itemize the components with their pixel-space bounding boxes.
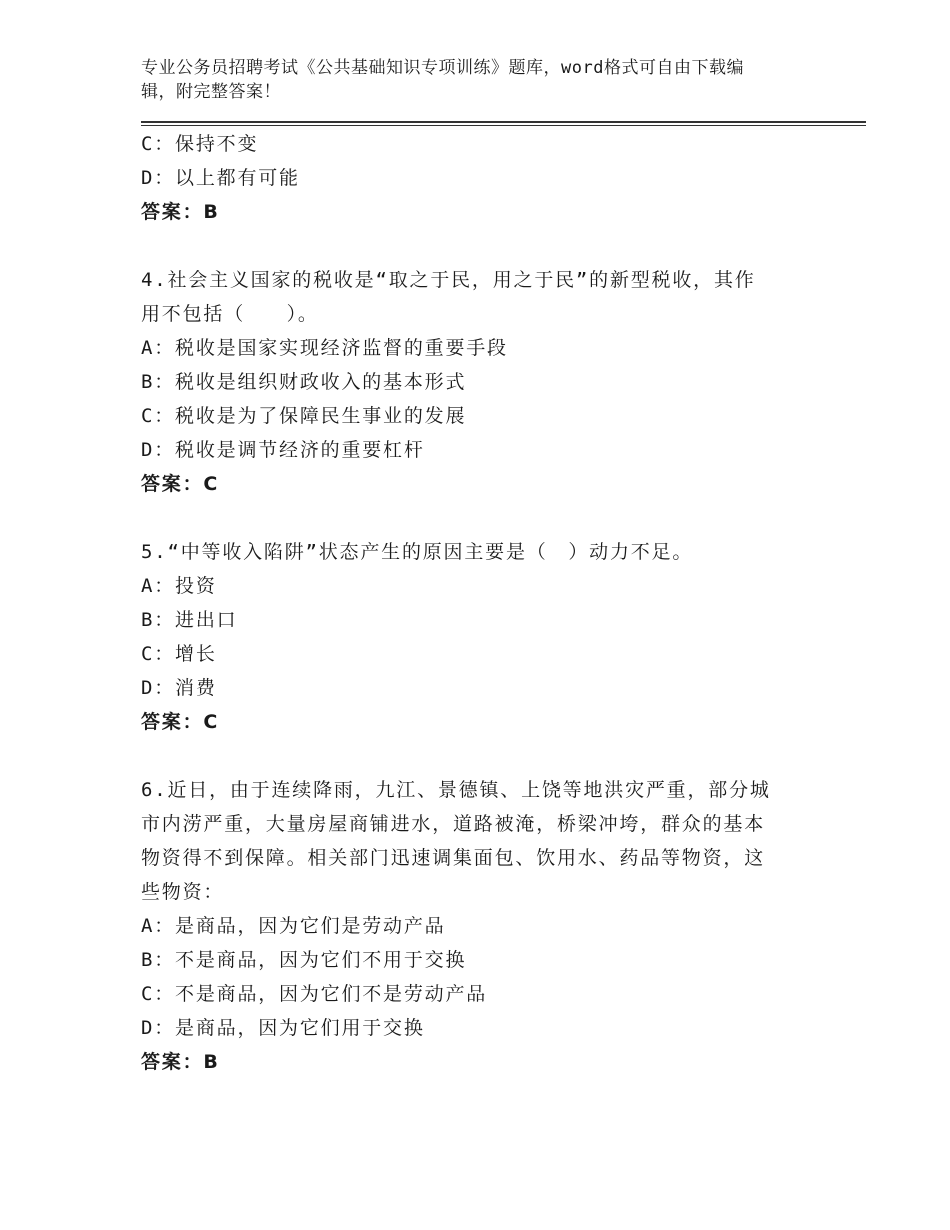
option-d: D：消费 [141, 677, 217, 699]
option-c: C：增长 [141, 643, 217, 665]
page-header [141, 56, 801, 104]
answer: 答案：C [141, 711, 220, 733]
option-c: C：税收是为了保障民生事业的发展 [141, 405, 467, 427]
option-c: C：不是商品，因为它们不是劳动产品 [141, 983, 488, 1005]
option-d: D：以上都有可能 [141, 167, 300, 189]
header-rule-thin [141, 125, 866, 126]
spacer [141, 501, 811, 535]
question-3-tail [141, 127, 811, 229]
spacer [141, 739, 811, 773]
question-6 [141, 773, 811, 1079]
header-line-1: 专业公务员招聘考试《公共基础知识专项训练》题库，word格式可自由下载编 [141, 58, 744, 78]
option-d: D：是商品，因为它们用于交换 [141, 1017, 425, 1039]
question-5 [141, 535, 811, 739]
option-b: B：不是商品，因为它们不用于交换 [141, 949, 467, 971]
answer: 答案：C [141, 473, 220, 495]
question-stem-line: 物资得不到保障。相关部门迅速调集面包、饮用水、药品等物资，这 [141, 847, 766, 869]
option-a: A：是商品，因为它们是劳动产品 [141, 915, 446, 937]
question-stem-line: 5.“中等收入陷阱”状态产生的原因主要是（ ）动力不足。 [141, 541, 694, 563]
header-line-2: 辑，附完整答案！ [141, 82, 281, 102]
question-stem-line: 6.近日，由于连续降雨，九江、景德镇、上饶等地洪灾严重，部分城 [141, 779, 771, 801]
option-a: A：投资 [141, 575, 217, 597]
answer: 答案：B [141, 1051, 220, 1073]
option-a: A：税收是国家实现经济监督的重要手段 [141, 337, 508, 359]
question-stem-line: 4.社会主义国家的税收是“取之于民，用之于民”的新型税收，其作 [141, 269, 756, 291]
question-list [141, 127, 811, 1079]
question-4 [141, 263, 811, 501]
option-b: B：税收是组织财政收入的基本形式 [141, 371, 467, 393]
answer: 答案：B [141, 201, 220, 223]
question-stem-line: 些物资： [141, 881, 225, 903]
spacer [141, 229, 811, 263]
question-stem-line: 用不包括（ ）。 [141, 303, 319, 325]
option-d: D：税收是调节经济的重要杠杆 [141, 439, 425, 461]
option-c: C：保持不变 [141, 133, 259, 155]
header-rule-thick [141, 121, 866, 123]
question-stem-line: 市内涝严重，大量房屋商铺进水，道路被淹，桥梁冲垮，群众的基本 [141, 813, 766, 835]
option-b: B：进出口 [141, 609, 238, 631]
